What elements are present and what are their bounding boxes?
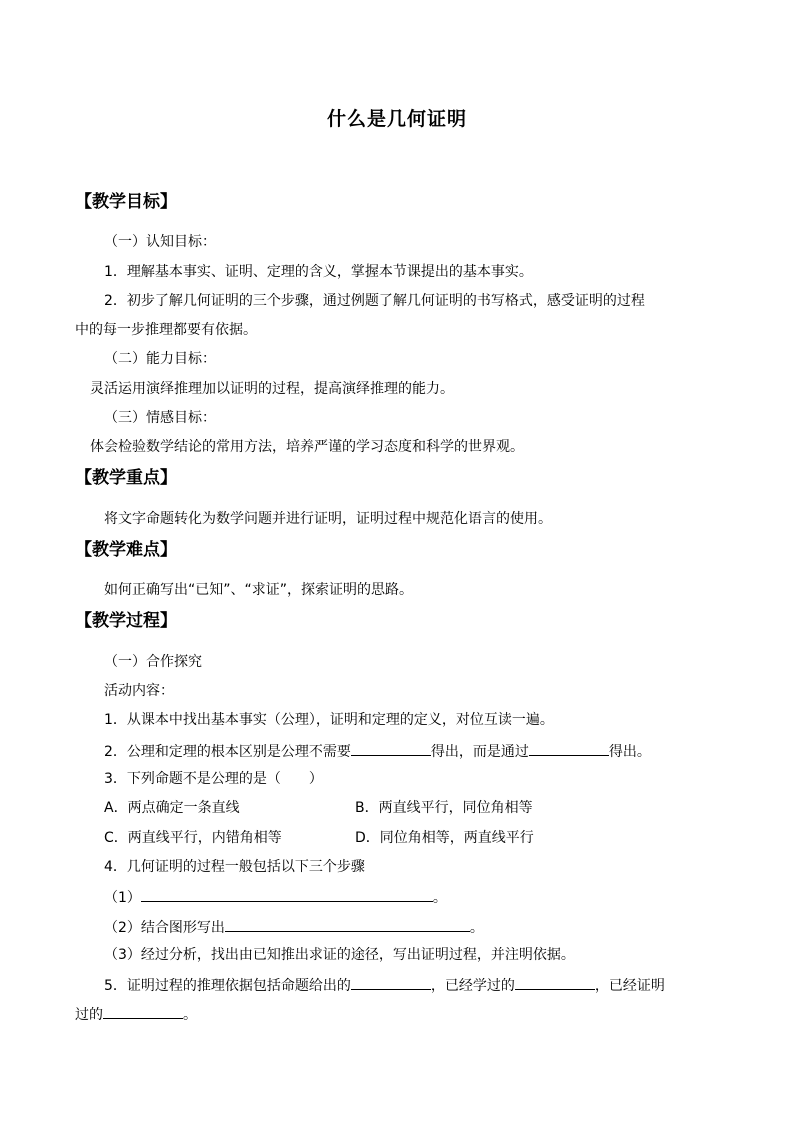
goal-emotion-text: 体会检验数学结论的常用方法，培养严谨的学习态度和科学的世界观。 [90, 439, 524, 455]
goal-cognitive-label: （一）认知目标： [104, 234, 216, 250]
heading-process: 【教学过程】 [75, 611, 177, 631]
step-2-label: （2）结合图形写出 [104, 920, 225, 936]
option-c: C．两直线平行，内错角相等 [104, 830, 282, 846]
option-b: B．两直线平行，同位角相等 [355, 800, 533, 816]
goal-item-2-line-1: 2．初步了解几何证明的三个步骤，通过例题了解几何证明的书写格式，感受证明的过程 [104, 293, 645, 309]
step-1-label: （1） [104, 890, 141, 906]
question-5-line-2 [75, 1003, 197, 1025]
option-d: D．同位角相等，两直线平行 [355, 830, 534, 846]
option-a: A．两点确定一条直线 [104, 800, 240, 816]
document-title: 什么是几何证明 [326, 108, 467, 130]
goal-item-2-line-2: 中的每一步推理都要有依据。 [75, 322, 257, 338]
fill-blank[interactable] [351, 740, 431, 756]
step-2-end: 。 [469, 920, 484, 936]
goal-emotion-label: （三）情感目标： [104, 410, 216, 426]
process-cooperative-label: （一）合作探究 [104, 654, 202, 670]
question-4: 4．几何证明的过程一般包括以下三个步骤 [104, 859, 365, 875]
step-1-end: 。 [432, 890, 447, 906]
difficulties-text: 如何正确写出“已知”、“求证”，探索证明的思路。 [104, 582, 414, 598]
question-3: 3．下列命题不是公理的是（ ） [104, 771, 323, 787]
question-5-line-1 [104, 974, 665, 996]
question-5-part-d: 过的 [75, 1007, 103, 1023]
heading-difficulties: 【教学难点】 [75, 540, 177, 560]
goal-ability-text: 灵活运用演绎推理加以证明的过程，提高演绎推理的能力。 [90, 381, 454, 397]
fill-blank[interactable] [515, 974, 595, 990]
process-activity-label: 活动内容： [104, 683, 174, 699]
question-5-part-c: ，已经证明 [594, 978, 665, 994]
fill-blank[interactable] [141, 886, 433, 902]
question-5-part-a: 5．证明过程的推理依据包括命题给出的 [104, 978, 351, 994]
question-5-part-e: 。 [183, 1007, 197, 1023]
fill-blank[interactable] [529, 740, 609, 756]
question-2 [104, 740, 651, 762]
heading-key-points: 【教学重点】 [75, 468, 177, 488]
question-5-part-b: ，已经学过的 [430, 978, 515, 994]
heading-teaching-goals: 【教学目标】 [75, 192, 177, 212]
goal-item-1: 1．理解基本事实、证明、定理的含义，掌握本节课提出的基本事实。 [104, 264, 533, 280]
goal-ability-label: （二）能力目标： [104, 351, 216, 367]
question-2-part-b: 得出，而是通过 [430, 744, 529, 760]
step-1 [104, 886, 447, 908]
fill-blank[interactable] [351, 974, 431, 990]
step-3: （3）经过分析，找出由已知推出求证的途径，写出证明过程，并注明依据。 [104, 947, 575, 963]
question-2-part-a: 2．公理和定理的根本区别是公理不需要 [104, 744, 351, 760]
fill-blank[interactable] [103, 1003, 183, 1019]
key-points-text: 将文字命题转化为数学问题并进行证明，证明过程中规范化语言的使用。 [104, 511, 552, 527]
question-2-part-c: 得出。 [608, 744, 651, 760]
step-2 [104, 916, 484, 938]
question-1: 1．从课本中找出基本事实（公理），证明和定理的定义，对位互读一遍。 [104, 712, 554, 728]
fill-blank[interactable] [225, 916, 470, 932]
